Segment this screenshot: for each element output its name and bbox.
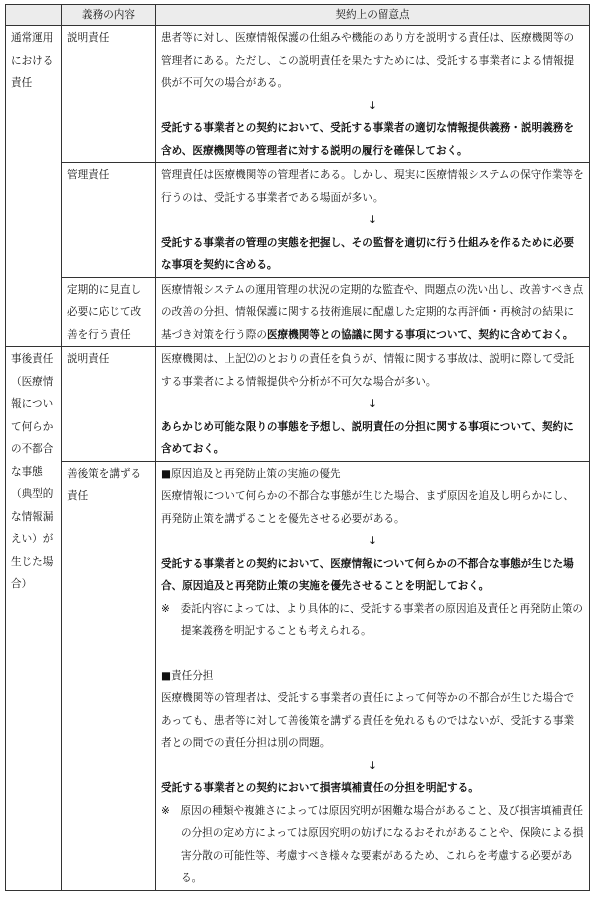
contract-table: [5, 4, 590, 891]
note-text: 医療機関等の管理者は、受託する事業者の責任によって何等かの不都合が生じた場合であっても、患者等に対して善後策を講ずる責任を免れるものではないが、受託する事業者との間での責任分担は別の問題。: [161, 692, 575, 749]
down-arrow-icon: ↓: [368, 99, 377, 112]
note-text: 医療機関は、上記⑵のとおりの責任を負うが、情報に関する事故は、説明に際して受託する事業者による情報提供や分析が不可欠な場合が多い。: [161, 353, 575, 388]
header-row: [6, 5, 590, 26]
duty-cell: 説明責任: [62, 347, 156, 462]
table-row: [6, 163, 590, 278]
table-row: [6, 277, 590, 347]
note-cell: [156, 347, 590, 462]
category-cell: 通常運用における責任: [6, 26, 62, 347]
category-cell: 事後責任（医療情報について何らかの不都合な事態（典型的な情報漏えい）が生じた場合）: [6, 347, 62, 891]
duty-cell: 善後策を講ずる責任: [62, 461, 156, 890]
note-text: 管理責任は医療機関等の管理者にある。しかし、現実に医療情報システムの保守作業等を行うのは、受託する事業者である場面が多い。: [161, 169, 584, 204]
note-cell: [156, 277, 590, 347]
note-text: [161, 279, 584, 347]
note-bold: 受託する事業者との契約において、受託する事業者の適切な情報提供義務・説明義務を含め、医療機関等の管理者に対する説明の履行を確保しておく。: [161, 122, 574, 157]
note-text: 医療情報について何らかの不都合な事態が生じた場合、まず原因を追及し明らかにし、再発防止策を講ずることを優先させる必要がある。: [161, 490, 574, 525]
footnote: ※ 委託内容によっては、より具体的に、受託する事業者の原因追及責任と再発防止策の提案義務を明記することも考えられる。: [161, 602, 584, 637]
note-text: 患者等に対し、医療情報保護の仕組みや機能のあり方を説明する責任は、医療機関等の管理者にある。ただし、この説明責任を果たすためには、受託する事業者による情報提供が不可欠の場合がある。: [161, 32, 575, 89]
duty-cell: 定期的に見直し必要に応じて改善を行う責任: [62, 277, 156, 347]
header-duty: 義務の内容: [62, 5, 156, 26]
table-row: [6, 461, 590, 890]
note-bold: あらかじめ可能な限りの事態を予想し、説明責任の分担に関する事項について、契約に含めておく。: [161, 420, 574, 455]
down-arrow-icon: ↓: [368, 214, 377, 226]
section-heading: ■原因追及と再発防止策の実施の優先: [161, 467, 341, 480]
table-row: [6, 347, 590, 462]
header-blank: [6, 5, 62, 26]
footnote: ※ 原因の種類や複雑さによっては原因究明が困難な場合があること、及び損害填補責任の分担の定め方によっては原因究明の妨げになるおそれがあることや、保険による損害分散の可能性等、考慮すべき様々な要素があるため、これらを考慮する必要がある。: [161, 804, 584, 884]
duty-cell: 管理責任: [62, 163, 156, 278]
note-cell: [156, 163, 590, 278]
down-arrow-icon: ↓: [368, 535, 377, 547]
section-heading: ■責任分担: [161, 669, 214, 682]
note-text-plain: 医療情報システムの運用管理の状況の定期的な監査や、問題点の洗い出し、改善すべき点の改善の分担、情報保護に関する技術進展に配慮した定期的な再評価・再検討の結果に基づき対策を行う際の: [161, 283, 584, 341]
spacer: [161, 643, 584, 665]
note-cell: [156, 461, 590, 890]
duty-cell: 説明責任: [62, 26, 156, 163]
down-arrow-icon: ↓: [368, 398, 377, 410]
note-bold: 受託する事業者の管理の実態を把握し、その監督を適切に行う仕組みを作るために必要な事項を契約に含める。: [161, 236, 575, 271]
note-text-bold: 医療機関等との協議に関する事項について、契約に含めておく。: [266, 328, 574, 341]
down-arrow-icon: ↓: [368, 759, 377, 772]
note-cell: [156, 26, 590, 163]
note-bold: 受託する事業者との契約において損害填補責任の分担を明記する。: [161, 782, 479, 794]
table-row: [6, 26, 590, 163]
header-notes: 契約上の留意点: [156, 5, 590, 26]
note-bold: 受託する事業者との契約において、医療情報について何らかの不都合な事態が生じた場合、原因追及と再発防止策の実施を優先させることを明記しておく。: [161, 557, 574, 592]
